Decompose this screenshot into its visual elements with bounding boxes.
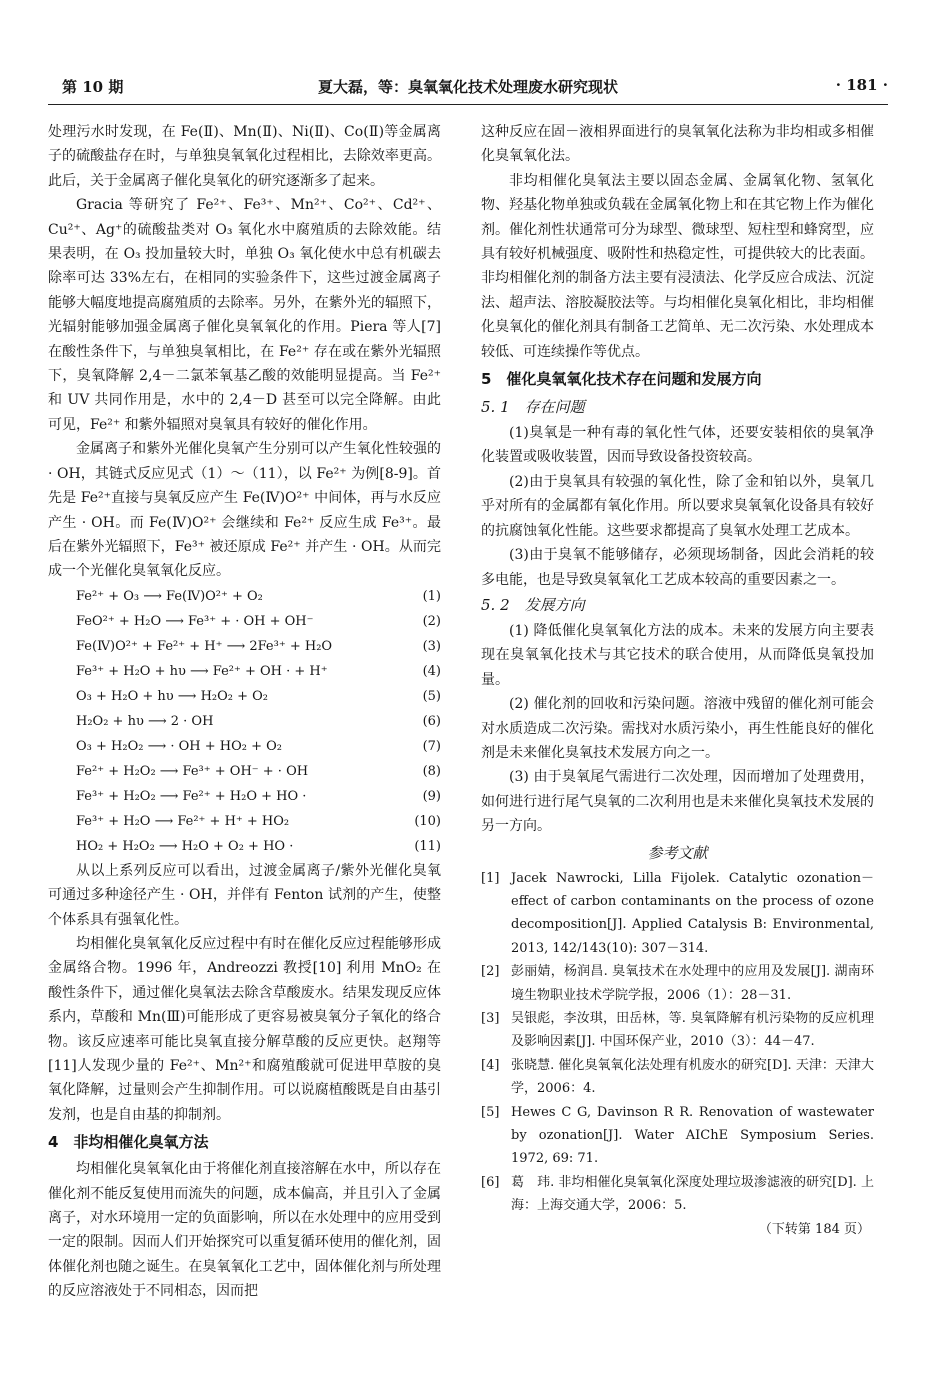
paragraph: (1)臭氧是一种有毒的氧化性气体，还要安装相依的臭氧净化装置或吸收装置，因而导致设备投资较高。	[481, 425, 874, 466]
reference-item: [4] 张晓慧. 催化臭氧氧化法处理有机废水的研究[D]. 天津：天津大学，2006：4.	[481, 1057, 874, 1097]
reference-list	[481, 867, 874, 1218]
page-header	[48, 76, 888, 100]
paragraph: 这种反应在固－液相界面进行的臭氧氧化法称为非均相或多相催化臭氧氧化法。	[481, 124, 874, 165]
paragraph: 均相催化臭氧氧化由于将催化剂直接溶解在水中，所以存在催化剂不能反复使用而流失的问题，成本偏高，并且引入了金属离子，对水环境用一定的负面影响，所以在水处理中的应用受到一定的限制。因而人们开始探究可以重复循环使用的催化剂，固体催化剂也随之诞生。在臭氧氧化工艺中，固体催化剂与所处理的反应溶液处于不同相态，因而把	[48, 1161, 441, 1300]
header-rule	[48, 104, 888, 105]
equation-8: Fe²⁺ + H₂O₂ ⟶ Fe³⁺ + OH⁻ + · OH (8)	[76, 763, 441, 779]
right-column	[481, 120, 874, 1242]
reference-item: [2] 彭丽婧，杨润昌. 臭氧技术在水处理中的应用及发展[J]. 湖南环境生物职业技术学院学报，2006（1）：28－31.	[481, 964, 874, 1003]
section-heading-5: 5 催化臭氧氧化技术存在问题和发展方向	[481, 370, 762, 389]
continued-note: （下转第 184 页）	[758, 1221, 870, 1237]
reference-item: [1] Jacek Nawrocki, Lilla Fijolek. Catalytic ozonation－effect of carbon contaminants on the process of ozone decomposition[J]. Applied Catalysis B: Environmental, 2013, 142/143(10): 307－314.	[481, 870, 874, 956]
left-column	[48, 120, 441, 1304]
reference-item: [3] 吴银彪，李汝琪，田岳林，等. 臭氧降解有机污染物的反应机理及影响因素[J]. 中国环保产业，2010（3）：44－47.	[481, 1011, 874, 1050]
paragraph: 均相催化臭氧氧化反应过程中有时在催化反应过程能够形成金属络合物。1996 年，Andreozzi 教授[10] 利用 MnO₂ 在酸性条件下，通过催化臭氧法去除含草酸废水。结果发现反应体系内，草酸和 Mn(Ⅲ)可能形成了更容易被臭氧分子氧化的络合物。该反应速率可能比臭氧直接分解草酸的反应更快。赵翔等[11]人发现少量的 Fe²⁺、Mn²⁺和腐殖酸就可促进甲草胺的臭氧化降解，过量则会产生抑制作用。可以说腐植酸既是自由基引发剂，也是自由基的抑制剂。	[48, 935, 441, 1123]
references-heading: 参考文献	[647, 843, 708, 862]
subsection-heading-5-1: 5. 1 存在问题	[481, 398, 585, 417]
equation-list	[48, 584, 441, 859]
paragraph: (3)由于臭氧不能够储存，必须现场制备，因此会消耗的较多电能，也是导致臭氧氧化工艺成本较高的重要因素之一。	[481, 547, 874, 588]
paragraph: Gracia 等研究了 Fe²⁺、Fe³⁺、Mn²⁺、Co²⁺、Cd²⁺、Cu²⁺、Ag⁺的硫酸盐类对 O₃ 氧化水中腐殖质的去除效能。结果表明，在 O₃ 投加量较大时，单独 O₃ 氧化使水中总有机碳去除率可达 33%左右，在相同的实验条件下，这些过渡金属离子能够大幅度地提高腐殖质的去除率。另外，在紫外光的辐照下，光辐射能够加强金属离子催化臭氧氧化的作用。Piera 等人[7]在酸性条件下，与单独臭氧相比，在 Fe²⁺ 存在或在紫外光辐照下，臭氧降解 2,4－二氯苯氧基乙酸的效能明显提高。当 Fe²⁺和 UV 共同作用是，水中的 2,4－D 甚至可以完全降解。由此可见，Fe²⁺ 和紫外辐照对臭氧具有较好的催化作用。	[48, 197, 441, 433]
subsection-heading-5-2: 5. 2 发展方向	[481, 595, 585, 614]
running-title: 夏大磊，等：臭氧氧化技术处理废水研究现状	[317, 78, 618, 96]
paragraph: 金属离子和紫外光催化臭氧产生分别可以产生氧化性较强的 · OH，其链式反应见式（1）～（11），以 Fe²⁺ 为例[8-9]。首先是 Fe²⁺直接与臭氧反应产生 Fe(Ⅳ)O²⁺ 中间体，再与水反应产生 · OH。而 Fe(Ⅳ)O²⁺ 会继续和 Fe²⁺ 反应生成 Fe³⁺。最后在紫外光辐照下，Fe³⁺ 被还原成 Fe²⁺ 并产生 · OH。从而完成一个光催化臭氧氧化反应。	[48, 441, 441, 580]
equation-3: Fe(Ⅳ)O²⁺ + Fe²⁺ + H⁺ ⟶ 2Fe³⁺ + H₂O (3)	[76, 638, 441, 654]
paragraph: (2) 催化剂的回收和污染问题。溶液中残留的催化剂可能会对水质造成二次污染。需找对水质污染小，再生性能良好的催化剂是未来催化臭氧技术发展方向之一。	[481, 696, 874, 761]
paragraph: 非均相催化臭氧法主要以固态金属、金属氧化物、氢氧化物、羟基化物单独或负载在金属氧化物上和在其它物上作为催化剂。催化剂性状通常可分为球型、微球型、短柱型和蜂窝型，应具有较好机械强度、吸附性和热稳定性，可提供较大的比表面。非均相催化剂的制备方法主要有浸渍法、化学反应合成法、沉淀法、超声法、溶胶凝胶法等。与均相催化臭氧化相比，非均相催化臭氧化的催化剂具有制备工艺简单、无二次污染、水处理成本较低、可连续操作等优点。	[481, 172, 874, 360]
equation-9: Fe³⁺ + H₂O₂ ⟶ Fe²⁺ + H₂O + HO · (9)	[76, 788, 441, 804]
equation-10: Fe³⁺ + H₂O ⟶ Fe²⁺ + H⁺ + HO₂ (10)	[76, 813, 441, 829]
paragraph: 处理污水时发现，在 Fe(Ⅱ)、Mn(Ⅱ)、Ni(Ⅱ)、Co(Ⅱ)等金属离子的硫酸盐存在时，与单独臭氧氧化过程相比，去除效率更高。此后，关于金属离子催化臭氧化的研究逐渐多了起来。	[48, 124, 441, 189]
equation-11: HO₂ + H₂O₂ ⟶ H₂O + O₂ + HO · (11)	[76, 838, 441, 854]
equation-6: H₂O₂ + hυ ⟶ 2 · OH (6)	[76, 713, 441, 729]
equation-1: Fe²⁺ + O₃ ⟶ Fe(Ⅳ)O²⁺ + O₂ (1)	[76, 588, 441, 604]
paragraph: (1) 降低催化臭氧氧化方法的成本。未来的发展方向主要表现在臭氧氧化技术与其它技术的联合使用，从而降低臭氧投加量。	[481, 622, 874, 688]
reference-item: [6] 葛 玮. 非均相催化臭氧氧化深度处理垃圾渗滤液的研究[D]. 上海：上海交通大学，2006：5.	[481, 1174, 874, 1214]
paragraph: (3) 由于臭氧尾气需进行二次处理，因而增加了处理费用，如何进行进行尾气臭氧的二次利用也是未来催化臭氧技术发展的另一方向。	[481, 769, 874, 835]
reference-item: [5] Hewes C G, Davinson R R. Renovation of wastewater by ozonation[J]. Water AIChE Symposium Series. 1972, 69: 71.	[481, 1104, 874, 1167]
equation-2: FeO²⁺ + H₂O ⟶ Fe³⁺ + · OH + OH⁻ (2)	[76, 613, 441, 629]
equation-4: Fe³⁺ + H₂O + hυ ⟶ Fe²⁺ + OH · + H⁺ (4)	[76, 663, 441, 679]
paragraph: 从以上系列反应可以看出，过渡金属离子/紫外光催化臭氧可通过多种途径产生 · OH，并伴有 Fenton 试剂的产生，使整个体系具有强氧化性。	[48, 862, 441, 928]
issue-number: 第 10 期	[62, 78, 124, 96]
page-number: · 181 ·	[835, 76, 888, 94]
equation-5: O₃ + H₂O + hυ ⟶ H₂O₂ + O₂ (5)	[76, 688, 441, 704]
section-heading-4: 4 非均相催化臭氧方法	[48, 1133, 209, 1152]
paragraph: (2)由于臭氧具有较强的氧化性，除了金和铂以外，臭氧几乎对所有的金属都有氧化作用。所以要求臭氧氧化设备具有较好的抗腐蚀氧化性能。这些要求都提高了臭氧水处理工艺成本。	[481, 473, 874, 539]
equation-7: O₃ + H₂O₂ ⟶ · OH + HO₂ + O₂ (7)	[76, 738, 441, 754]
